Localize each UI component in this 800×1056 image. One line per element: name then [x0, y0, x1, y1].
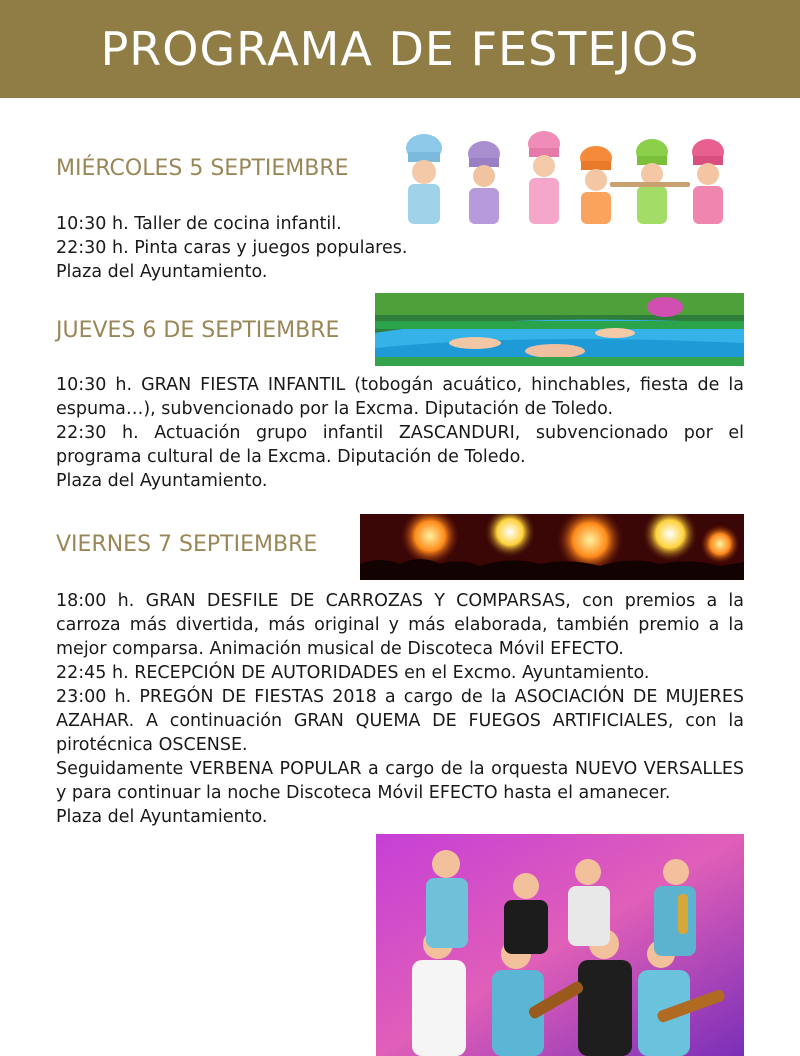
event-line: 22:30 h. Actuación grupo infantil ZASCANDURI, subvencionado por el programa cultural de la Excma. Diputación de Toledo. [56, 423, 744, 467]
day-block-friday [56, 589, 744, 829]
event-line: Plaza del Ayuntamiento. [56, 471, 268, 491]
event-line: 18:00 h. GRAN DESFILE DE CARROZAS Y COMPARSAS, con premios a la carroza más divertida, más original y más elaborada, también premio a la mejor comparsa. Animación musical de Discoteca Móvil EFECTO. [56, 591, 744, 659]
page-title: PROGRAMA DE FESTEJOS [100, 22, 700, 76]
fireworks-photo [360, 514, 744, 580]
day-block-wednesday [56, 212, 744, 284]
day-heading-thursday: JUEVES 6 DE SEPTIEMBRE [56, 318, 340, 343]
day-heading-friday: VIERNES 7 SEPTIEMBRE [56, 532, 318, 557]
water-slide-photo [375, 293, 744, 366]
event-line: Plaza del Ayuntamiento. [56, 262, 268, 282]
event-line: 10:30 h. GRAN FIESTA INFANTIL (tobogán acuático, hinchables, fiesta de la espuma…), subvencionado por la Excma. Diputación de Toledo. [56, 375, 744, 419]
event-line: 23:00 h. PREGÓN DE FIESTAS 2018 a cargo de la ASOCIACIÓN DE MUJERES AZAHAR. A continuación GRAN QUEMA DE FUEGOS ARTIFICIALES, con la pirotécnica OSCENSE. [56, 687, 744, 755]
day-heading-wednesday: MIÉRCOLES 5 SEPTIEMBRE [56, 156, 349, 181]
event-line: Seguidamente VERBENA POPULAR a cargo de la orquesta NUEVO VERSALLES y para continuar la noche Discoteca Móvil EFECTO hasta el amanecer. [56, 759, 744, 803]
day-block-thursday [56, 373, 744, 493]
event-line: 22:30 h. Pinta caras y juegos populares. [56, 238, 408, 258]
event-line: 22:45 h. RECEPCIÓN DE AUTORIDADES en el Excmo. Ayuntamiento. [56, 663, 650, 683]
event-line: Plaza del Ayuntamiento. [56, 807, 268, 827]
header-banner [0, 0, 800, 98]
event-line: 10:30 h. Taller de cocina infantil. [56, 214, 342, 234]
kids-chefs-photo [386, 130, 744, 224]
band-photo [376, 834, 744, 1056]
